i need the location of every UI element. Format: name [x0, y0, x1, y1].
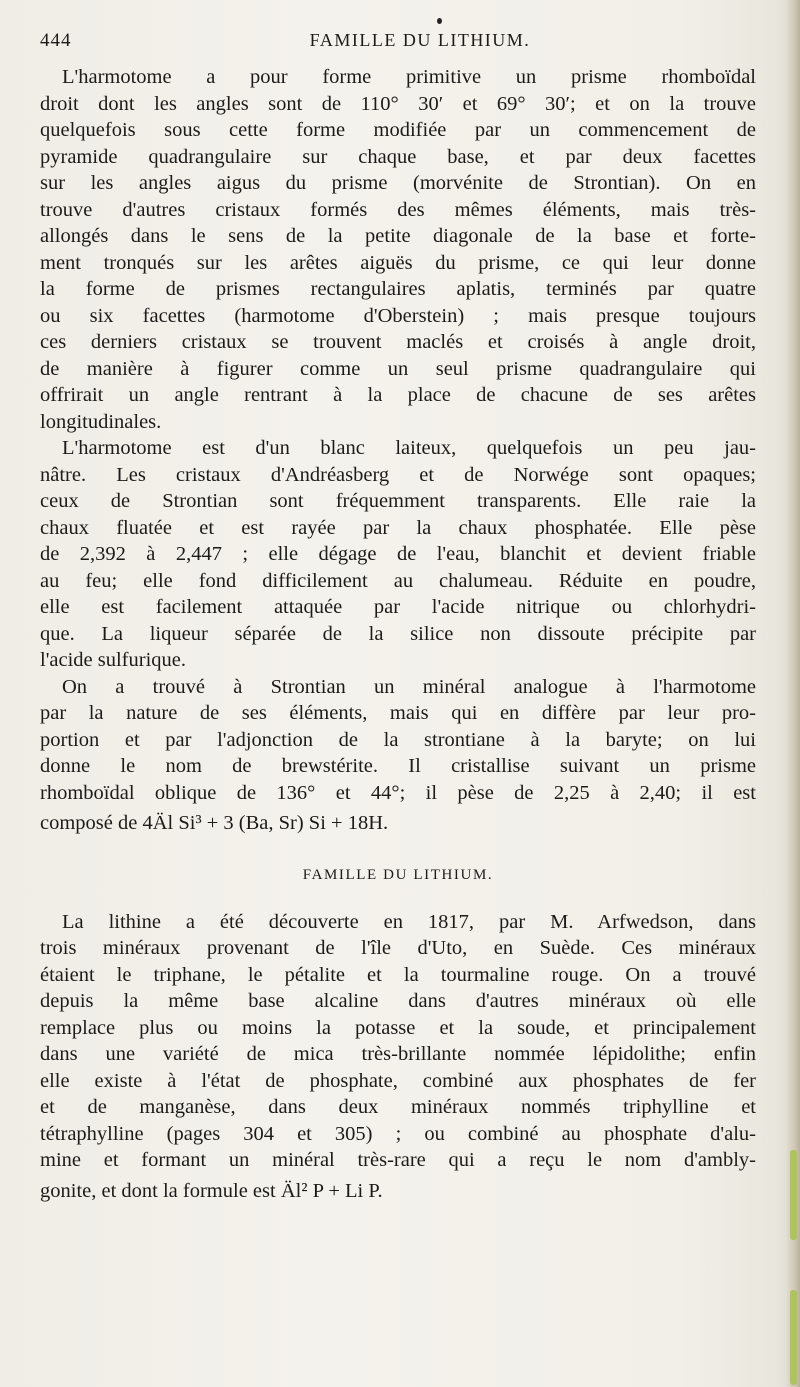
edge-tab-mark — [790, 1150, 797, 1240]
text-line: l'acide sulfurique. — [40, 649, 187, 671]
text-line: chaux fluatée et est rayée par la chaux phosphatée. Elle pèse — [40, 516, 756, 539]
text-line: ment tronqués sur les arêtes aiguës du prisme, ce qui leur donne — [40, 251, 756, 274]
text-line: rhomboïdal oblique de 136° et 44°; il pèse de 2,25 à 2,40; il est — [40, 781, 756, 804]
text-line: ceux de Strontian sont fréquemment transparents. Elle raie la — [40, 490, 756, 512]
text-line: L'harmotome a pour forme primitive un prisme rhomboïdal — [62, 66, 756, 88]
text-line: sur les angles aigus du prisme (morvénite de Strontian). On en — [40, 172, 756, 194]
text-line: par la nature de ses éléments, mais qui en diffère par leur pro- — [40, 702, 756, 724]
text-line: offrirait un angle rentrant à la place de chacune de ses arêtes — [40, 384, 756, 406]
page-header — [40, 18, 760, 54]
text-line: trouve d'autres cristaux formés des mêmes éléments, mais très- — [40, 198, 756, 221]
text-line: la forme de prismes rectangulaires aplatis, terminés par quatre — [40, 278, 756, 300]
text-line: que. La liqueur séparée de la silice non dissoute précipite par — [40, 622, 756, 645]
edge-tab-mark — [790, 1290, 797, 1385]
page-number: 444 — [40, 30, 72, 51]
text-line: On a trouvé à Strontian un minéral analogue à l'harmotome — [62, 675, 756, 698]
text-line: pyramide quadrangulaire sur chaque base, et par deux facettes — [40, 145, 756, 168]
text-line: donne le nom de brewstérite. Il cristallise suivant un prisme — [40, 755, 756, 777]
paragraph-harmotome-properties — [40, 435, 756, 674]
text-line: ou six facettes (harmotome d'Oberstein) ; mais presque toujours — [40, 304, 756, 327]
text-line: elle existe à l'état de phosphate, combiné aux phosphates de fer — [40, 1069, 756, 1092]
text-line: allongés dans le sens de la petite diagonale de la base et forte- — [40, 225, 756, 247]
text-line: étaient le triphane, le pétalite et la tourmaline rouge. On a trouvé — [40, 963, 756, 986]
formula-line: gonite, et dont la formule est Äl² P + Li P. — [40, 1179, 383, 1202]
text-line: tétraphylline (pages 304 et 305) ; ou combiné au phosphate d'alu- — [40, 1122, 756, 1145]
running-title: FAMILLE DU LITHIUM. — [309, 30, 531, 50]
text-line: ces derniers cristaux se trouvent maclés et croisés à angle droit, — [40, 331, 756, 353]
text-line: trois minéraux provenant de l'île d'Uto, en Suède. Ces minéraux — [40, 937, 756, 959]
text-line: de 2,392 à 2,447 ; elle dégage de l'eau, blanchit et devient friable — [40, 543, 756, 565]
text-line: depuis la même base alcaline dans d'autres minéraux où elle — [40, 990, 756, 1012]
page-body — [40, 64, 756, 1204]
formula-line: composé de 4Äl Si³ + 3 (Ba, Sr) Si + 18H. — [40, 812, 389, 834]
paragraph-lithine — [40, 909, 756, 1205]
text-line: quelquefois sous cette forme modifiée par un commencement de — [40, 119, 756, 141]
text-line: au feu; elle fond difficilement au chalumeau. Réduite en poudre, — [40, 569, 756, 592]
paragraph-harmotome-forms — [40, 64, 756, 435]
text-line: nâtre. Les cristaux d'Andréasberg et de Norwége sont opaques; — [40, 463, 756, 486]
text-line: dans une variété de mica très-brillante nommée lépidolithe; enfin — [40, 1043, 756, 1065]
text-line: de manière à figurer comme un seul prisme quadrangulaire qui — [40, 357, 756, 380]
text-line: droit dont les angles sont de 110° 30′ et 69° 30′; et on la trouve — [40, 92, 756, 115]
text-line: L'harmotome est d'un blanc laiteux, quelquefois un peu jau- — [62, 437, 756, 459]
section-title: FAMILLE DU LITHIUM. — [302, 866, 494, 883]
text-line: longitudinales. — [40, 410, 162, 433]
text-line: La lithine a été découverte en 1817, par M. Arfwedson, dans — [62, 910, 756, 933]
text-line: elle est facilement attaquée par l'acide nitrique ou chlorhydri- — [40, 596, 756, 618]
header-dot — [437, 18, 442, 24]
text-line: mine et formant un minéral très-rare qui a reçu le nom d'ambly- — [40, 1149, 756, 1171]
paragraph-brewsterite — [40, 674, 756, 837]
text-line: portion et par l'adjonction de la strontiane à la baryte; on lui — [40, 728, 756, 751]
text-line: et de manganèse, dans deux minéraux nommés triphylline et — [40, 1096, 756, 1118]
text-line: remplace plus ou moins la potasse et la soude, et principalement — [40, 1016, 756, 1039]
